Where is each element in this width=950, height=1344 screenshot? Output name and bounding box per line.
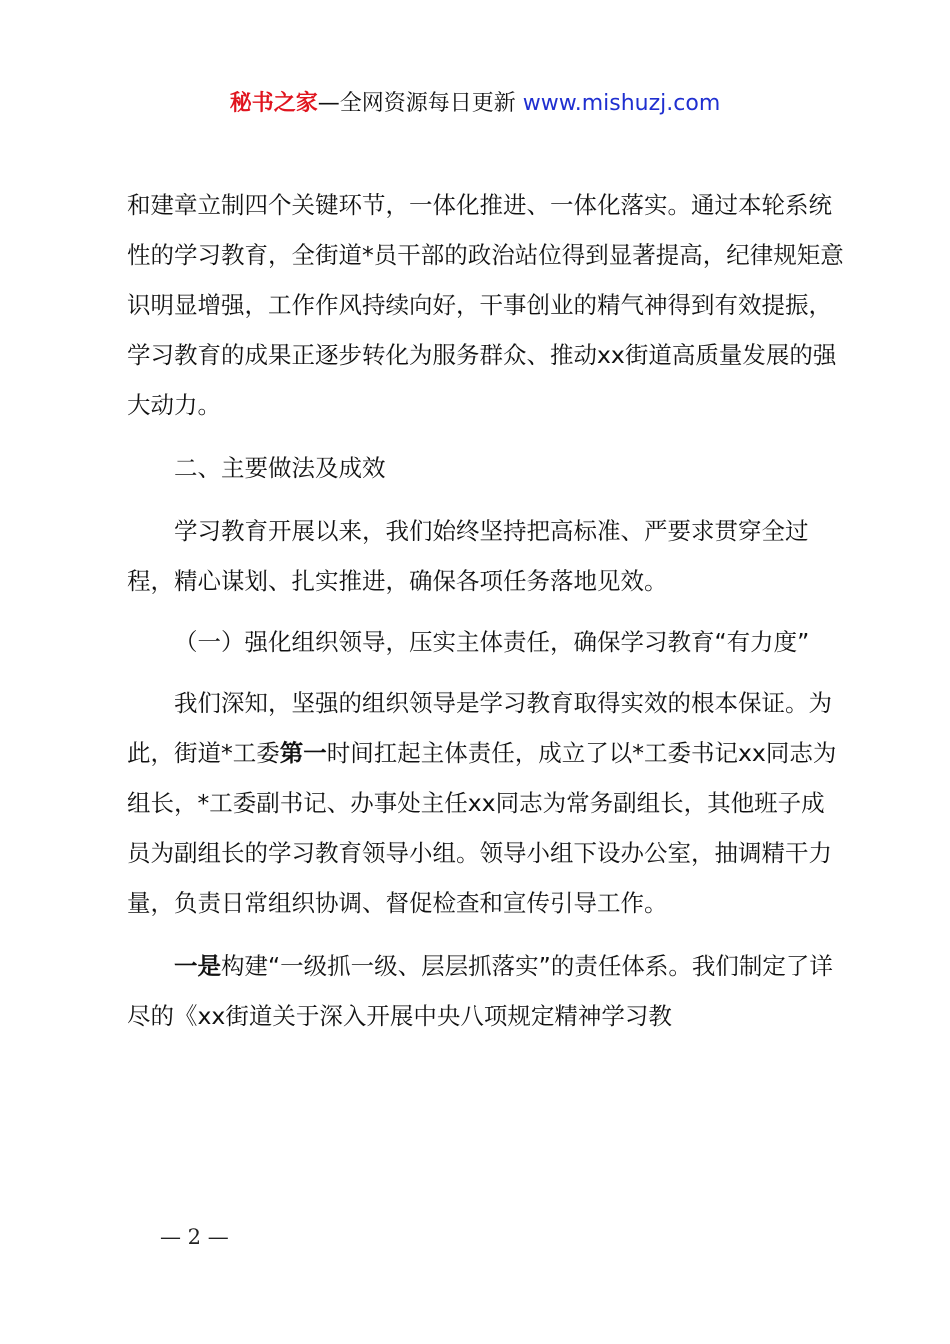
site-header: [0, 88, 950, 120]
page-number: — 2 —: [160, 1225, 229, 1249]
section-heading-main-practices: 二、主要做法及成效: [174, 454, 386, 482]
paragraph-organization-text-a: 我们深知，坚强的组织领导是学习教育取得实效的根本保证。为此，街道*工委: [127, 689, 832, 767]
paragraph-responsibility-lead: 一是: [174, 952, 221, 980]
subsection-heading-organization: （一）强化组织领导，压实主体责任，确保学习教育“有力度”: [174, 628, 810, 656]
paragraph-responsibility-system: [127, 941, 847, 1041]
paragraph-responsibility-text: 构建“一级抓一级、层层抓落实”的责任体系。我们制定了详尽的《xx街道关于深入开展中央八项规定精神学习教: [127, 952, 833, 1030]
paragraph-overview: 学习教育开展以来，我们始终坚持把高标准、严要求贯穿全过程，精心谋划、扎实推进，确保各项任务落地见效。: [127, 517, 809, 595]
site-tagline: —全网资源每日更新: [317, 91, 523, 116]
document-body: [127, 180, 847, 1041]
paragraph-organization-bold: 第一: [279, 739, 327, 767]
paragraph-intro-continued: 和建章立制四个关键环节，一体化推进、一体化落实。通过本轮系统性的学习教育，全街道*员干部的政治站位得到显著提高，纪律规矩意识明显增强，工作作风持续向好，干事创业的精气神得到有效提振，学习教育的成果正逐步转化为服务群众、推动xx街道高质量发展的强大动力。: [127, 191, 844, 419]
paragraph-organization: [127, 678, 847, 928]
site-url-link[interactable]: www.mishuzj.com: [522, 91, 721, 116]
paragraph-organization-text-b: 时间扛起主体责任，成立了以*工委书记xx同志为组长，*工委副书记、办事处主任xx同志为常务副组长，其他班子成员为副组长的学习教育领导小组。领导小组下设办公室，抽调精干力量，负责日常组织协调、督促检查和宣传引导工作。: [127, 739, 837, 917]
site-brand: 秘书之家: [229, 91, 318, 116]
